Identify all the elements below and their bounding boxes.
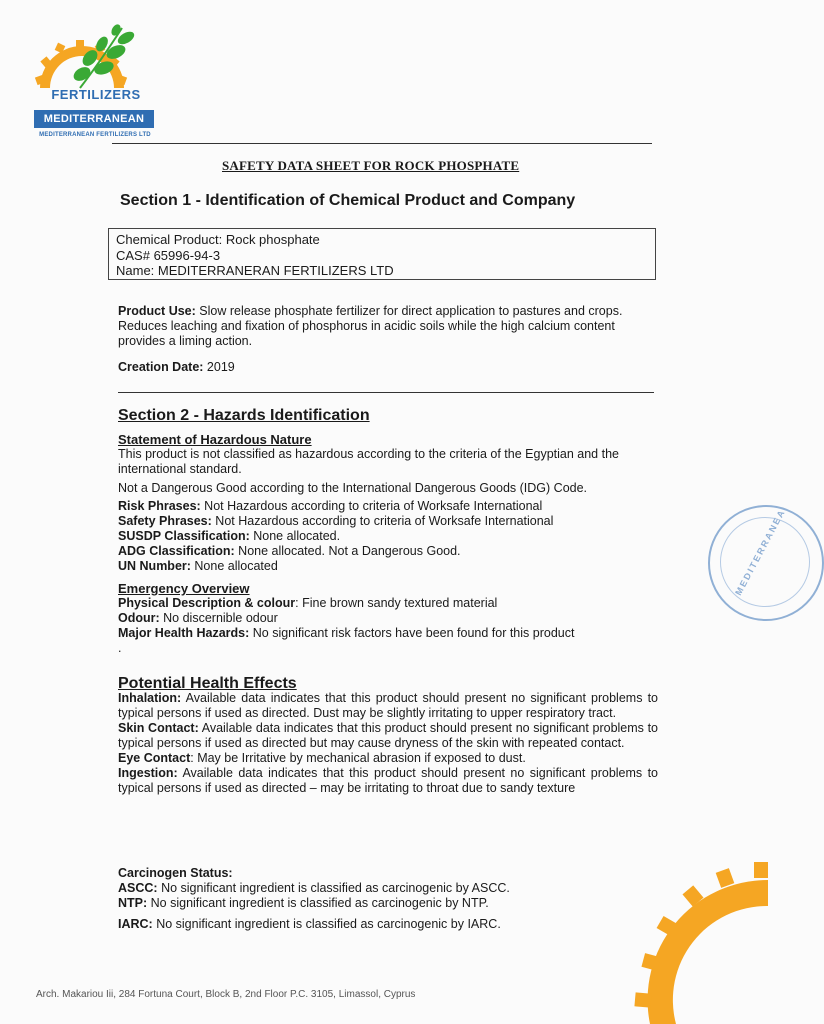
product-use-label: Product Use:: [118, 304, 196, 318]
statement-block: [118, 432, 658, 656]
adg-text: None allocated. Not a Dangerous Good.: [234, 544, 461, 558]
adg-classification: [118, 544, 658, 559]
creation-date-value: 2019: [203, 360, 235, 374]
susdp-text: None allocated.: [249, 529, 341, 543]
section-divider: [118, 392, 654, 393]
logo-brand: FERTILIZERS: [51, 87, 141, 102]
document-title: SAFETY DATA SHEET FOR ROCK PHOSPHATE: [222, 158, 520, 173]
product-identification-box: [108, 228, 656, 280]
dangerous-good-text: Not a Dangerous Good according to the International Dangerous Goods (IDG) Code.: [118, 481, 588, 495]
major-label: Major Health Hazards:: [118, 626, 250, 640]
ascc: [118, 881, 658, 896]
emergency-heading: Emergency Overview: [118, 581, 250, 596]
health-effects-heading: Potential Health Effects: [118, 675, 297, 692]
footer-address: Arch. Makariou Iii, 284 Fortuna Court, Block B, 2nd Floor P.C. 3105, Limassol, Cyprus: [36, 989, 416, 1000]
creation-date: [118, 360, 658, 375]
section2-title: Section 2 - Hazards Identification: [118, 407, 370, 424]
carcinogen-block: [118, 866, 658, 932]
section1-heading: Section 1 - Identification of Chemical Product and Company: [120, 192, 576, 209]
creation-date-label: Creation Date:: [118, 360, 204, 374]
safety-label: Safety Phrases:: [118, 514, 212, 528]
iarc-label: IARC:: [118, 917, 153, 931]
inhalation-text: Available data indicates that this product should present no significant problems to typical persons if used as directed. Dust may be slightly irritating to upper respiratory tract.: [118, 691, 658, 720]
box-line-product: Chemical Product: Rock phosphate: [116, 232, 320, 247]
eye-label: Eye Contact: [118, 751, 191, 765]
skin-text: Available data indicates that this product should present no significant problems to typical persons if used as directed but may cause dryness of the skin with repeated contact.: [118, 721, 658, 750]
gear-decoration-icon: [630, 860, 768, 1024]
skin-label: Skin Contact:: [118, 721, 199, 735]
skin-contact: [118, 721, 658, 751]
section2-heading: [118, 408, 658, 424]
physical-description: [118, 596, 658, 611]
eye-text: : May be Irritative by mechanical abrasion if exposed to dust.: [190, 751, 526, 765]
logo-band: MEDITERRANEAN: [34, 110, 154, 128]
carcinogen-heading: Carcinogen Status:: [118, 866, 233, 880]
adg-label: ADG Classification:: [118, 544, 235, 558]
ingestion-label: Ingestion:: [118, 766, 178, 780]
inhalation-label: Inhalation:: [118, 691, 182, 705]
odour-text: No discernible odour: [159, 611, 278, 625]
major-health-hazards: [118, 626, 658, 641]
risk-text: Not Hazardous according to criteria of Worksafe International: [200, 499, 543, 513]
iarc-text: No significant ingredient is classified as carcinogenic by IARC.: [152, 917, 501, 931]
major-text: No significant risk factors have been found for this product: [249, 626, 575, 640]
un-text: None allocated: [190, 559, 278, 573]
ntp-label: NTP:: [118, 896, 148, 910]
safety-phrases: [118, 514, 658, 529]
physical-label: Physical Description & colour: [118, 596, 296, 610]
logo-subtitle: MEDITERRANEAN FERTILIZERS LTD: [39, 132, 151, 138]
company-logo: [30, 22, 160, 142]
ntp: [118, 896, 658, 911]
susdp-label: SUSDP Classification:: [118, 529, 250, 543]
safety-text: Not Hazardous according to criteria of Worksafe International: [211, 514, 554, 528]
odour: [118, 611, 658, 626]
odour-label: Odour:: [118, 611, 160, 625]
un-number: [118, 559, 658, 574]
risk-label: Risk Phrases:: [118, 499, 201, 513]
eye-contact: [118, 751, 658, 766]
box-line-name: Name: MEDITERRANERAN FERTILIZERS LTD: [116, 263, 394, 278]
susdp-classification: [118, 529, 658, 544]
product-use-text: Slow release phosphate fertilizer for direct application to pastures and crops. Reduces leaching and fixation of phosphorus in acidic soils while the high calcium content provides a liming action.: [118, 304, 623, 348]
stray-dot: .: [118, 641, 122, 655]
risk-phrases: [118, 499, 658, 514]
health-effects-block: [118, 676, 658, 796]
iarc: [118, 917, 658, 932]
ingestion-text: Available data indicates that this product should present no significant problems to typical persons if used as directed – may be irritating to throat due to sandy texture: [118, 766, 658, 795]
box-line-cas: CAS# 65996-94-3: [116, 247, 221, 263]
inhalation: [118, 691, 658, 721]
un-label: UN Number:: [118, 559, 191, 573]
statement-text: This product is not classified as hazardous according to the criteria of the Egyptian and the international standard.: [118, 447, 619, 476]
sun-leaf-icon: [30, 22, 160, 92]
ingestion: [118, 766, 658, 796]
ascc-text: No significant ingredient is classified as carcinogenic by ASCC.: [157, 881, 510, 895]
statement-heading: Statement of Hazardous Nature: [118, 432, 312, 447]
product-use: [118, 304, 658, 349]
stamp-text: MEDITERRANEA: [733, 507, 788, 597]
header-divider: [112, 143, 652, 144]
company-stamp: [708, 505, 824, 621]
ntp-text: No significant ingredient is classified as carcinogenic by NTP.: [147, 896, 489, 910]
physical-text: : Fine brown sandy textured material: [295, 596, 498, 610]
ascc-label: ASCC:: [118, 881, 158, 895]
